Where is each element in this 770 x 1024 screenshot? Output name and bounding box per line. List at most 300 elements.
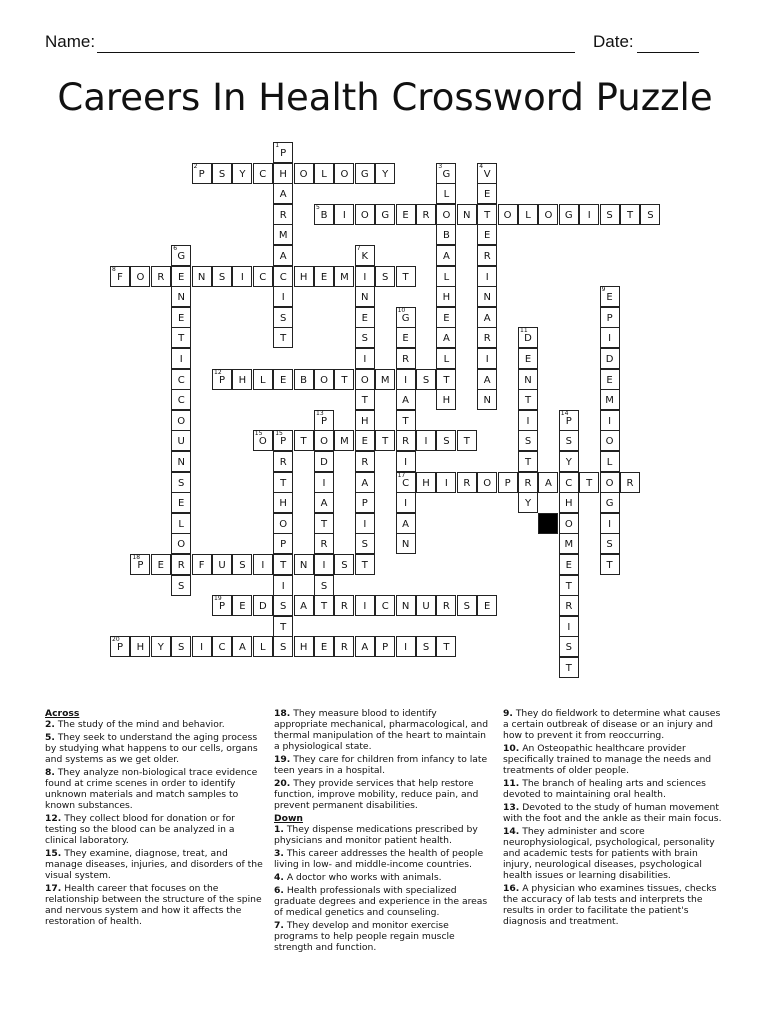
grid-cell (436, 245, 456, 266)
cell-letter: H (442, 395, 451, 407)
grid-cell (600, 554, 620, 575)
cell-letter: E (484, 189, 491, 201)
cell-letter: T (320, 518, 328, 530)
cell-letter: E (565, 560, 572, 571)
grid-cell (436, 595, 456, 616)
cell-letter: M (605, 395, 614, 407)
clues-column-2 (274, 708, 492, 955)
grid-cell (436, 183, 456, 204)
cell-letter: Y (382, 168, 389, 180)
cell-letter: I (322, 477, 326, 489)
grid-cell (273, 307, 293, 328)
grid-cell (600, 369, 620, 390)
cell-letter: N (361, 292, 369, 304)
grid-cell (518, 348, 538, 369)
grid-cell (212, 266, 232, 287)
cell-letter: A (279, 251, 287, 262)
grid-cell (579, 204, 599, 225)
grid-cell (436, 472, 456, 493)
cell-letter: I (240, 271, 244, 283)
grid-cell (334, 163, 354, 184)
cell-letter: U (177, 436, 185, 448)
cell-letter: E (178, 312, 185, 324)
grid-cell (600, 472, 620, 493)
clue-number: 10 (397, 306, 406, 314)
grid-cell (171, 430, 191, 451)
cell-letter: I (404, 457, 408, 468)
cell-letter: U (422, 601, 430, 613)
grid-cell (375, 430, 395, 451)
cell-letter: R (340, 642, 348, 654)
cell-letter: A (238, 642, 246, 654)
cell-letter: I (342, 209, 346, 221)
grid-cell (273, 595, 293, 616)
cell-letter: F (198, 560, 205, 571)
grid-cell (273, 142, 293, 163)
grid-cell (273, 554, 293, 575)
cell-letter: T (178, 333, 185, 345)
clue-item: 5. They seek to understand the aging process by studying what happens to our cells, organs and systems as we get older. (45, 732, 258, 765)
cell-letter: G (442, 168, 451, 180)
cell-letter: U (218, 560, 226, 571)
cell-letter: T (402, 415, 409, 427)
grid-cell (171, 472, 191, 493)
grid-cell (171, 327, 191, 348)
cell-letter: P (280, 539, 287, 551)
clue-number: 14 (560, 409, 569, 417)
clue-number: 6 (173, 245, 178, 252)
grid-cell (355, 307, 375, 328)
cell-letter: N (483, 395, 491, 407)
cell-letter: I (200, 642, 204, 654)
cell-letter: E (606, 374, 613, 386)
cell-letter: R (524, 477, 532, 489)
cell-letter: G (564, 209, 573, 221)
cell-letter: O (299, 168, 308, 180)
cell-letter: E (524, 354, 532, 365)
cell-letter: N (463, 209, 471, 221)
grid-cell (273, 369, 293, 390)
grid-cell (253, 163, 273, 184)
cell-letter: E (484, 230, 491, 242)
grid-cell (314, 595, 334, 616)
grid-cell (518, 327, 538, 348)
clue-number: 5 (316, 203, 320, 211)
grid-cell (130, 636, 150, 657)
grid-cell (314, 163, 334, 184)
clue-number: 13 (316, 409, 324, 417)
cell-letter: R (361, 457, 369, 468)
cell-letter: C (218, 642, 226, 654)
grid-cell (171, 245, 191, 266)
grid-cell (273, 430, 293, 451)
cell-letter: E (320, 642, 328, 654)
clue-item: 7. They develop and monitor exercise programs to help people regain muscle strength and function. (274, 920, 455, 953)
cell-letter: S (239, 560, 246, 571)
grid-cell (314, 472, 334, 493)
grid-cell (477, 204, 497, 225)
grid-cell (559, 410, 579, 431)
grid-cell (294, 595, 314, 616)
grid-cell (253, 266, 273, 287)
clue-number: 17 (397, 471, 406, 479)
cell-letter: I (608, 333, 612, 345)
grid-cell (396, 348, 416, 369)
grid-cell (375, 595, 395, 616)
cell-letter: A (442, 333, 450, 345)
cell-letter: M (380, 374, 390, 386)
grid-cell (396, 327, 416, 348)
grid-cell (600, 451, 620, 472)
clue-number: 18 (132, 554, 141, 561)
grid-cell (559, 451, 579, 472)
cell-letter: P (320, 415, 328, 427)
grid-cell (355, 533, 375, 554)
cell-letter: P (218, 601, 226, 613)
cell-letter: C (565, 477, 573, 489)
cell-letter: D (524, 333, 532, 345)
cell-letter: T (280, 477, 287, 489)
grid-cell (334, 369, 354, 390)
cell-letter: S (382, 271, 389, 283)
grid-cell (314, 533, 334, 554)
cell-letter: O (258, 436, 267, 448)
grid-cell (416, 472, 436, 493)
cell-letter: T (341, 374, 348, 386)
grid-cell (314, 266, 334, 287)
grid-cell (375, 163, 395, 184)
grid-cell (171, 307, 191, 328)
grid-cell (477, 224, 497, 245)
grid-cell (600, 286, 620, 307)
cell-letter: S (280, 312, 287, 324)
cell-letter: R (442, 601, 450, 613)
grid-cell (355, 204, 375, 225)
cell-letter: R (463, 477, 471, 489)
clue-item: 15. They examine, diagnose, treat, and manage diseases, injuries, and disorders of the visual system. (45, 848, 263, 881)
cell-letter: I (363, 354, 367, 365)
cell-letter: S (178, 642, 185, 654)
cell-letter: T (443, 374, 450, 386)
cell-letter: A (300, 601, 308, 613)
grid-cell (273, 163, 293, 184)
cell-letter: C (177, 374, 185, 386)
cell-letter: P (198, 168, 205, 180)
grid-cell (171, 369, 191, 390)
grid-cell (600, 410, 620, 431)
cell-letter: T (402, 271, 409, 283)
grid-cell (396, 472, 416, 493)
grid-cell (396, 204, 416, 225)
clue-item: 10. An Osteopathic healthcare provider specifically trained to manage the needs and treatments of older people. (503, 743, 712, 776)
grid-cell (579, 472, 599, 493)
cell-letter: L (443, 271, 450, 283)
cell-letter: L (606, 457, 613, 468)
cell-letter: I (587, 209, 591, 221)
grid-cell (375, 204, 395, 225)
grid-cell (314, 554, 334, 575)
grid-cell (151, 266, 171, 287)
grid-cell (314, 575, 334, 596)
grid-cell (355, 451, 375, 472)
cell-letter: R (402, 354, 410, 365)
grid-cell (151, 636, 171, 657)
grid-cell (294, 430, 314, 451)
grid-cell (436, 348, 456, 369)
cell-letter: T (382, 436, 389, 448)
cell-letter: A (402, 518, 410, 530)
grid-cell (232, 266, 252, 287)
cell-letter: Y (565, 457, 572, 468)
cell-letter: R (565, 601, 573, 613)
cell-letter: E (361, 436, 368, 448)
grid-cell (171, 389, 191, 410)
grid-cell (273, 245, 293, 266)
cell-letter: O (136, 271, 145, 283)
cell-letter: E (361, 312, 368, 324)
cell-letter: P (361, 498, 368, 510)
clue-number: 19 (214, 595, 222, 603)
cell-letter: T (606, 560, 613, 571)
grid-cell (436, 389, 456, 410)
cell-letter: I (404, 374, 408, 386)
grid-cell (273, 492, 293, 513)
clue-number: 12 (214, 368, 222, 376)
cell-letter: I (608, 518, 612, 530)
grid-cell (559, 472, 579, 493)
cell-letter: T (626, 209, 634, 221)
clue-number: 3 (438, 162, 443, 170)
grid-cell (396, 533, 416, 554)
cell-letter: R (177, 560, 185, 571)
grid-cell (273, 575, 293, 596)
grid-cell (620, 472, 640, 493)
cell-letter: H (299, 271, 308, 283)
grid-cell (518, 430, 538, 451)
cell-letter: A (320, 498, 328, 510)
grid-cell (212, 636, 232, 657)
grid-cell (396, 389, 416, 410)
cell-letter: A (361, 642, 369, 654)
grid-cell (436, 163, 456, 184)
cell-letter: I (485, 354, 489, 365)
cell-letter: G (360, 168, 369, 180)
grid-cell (416, 430, 436, 451)
cell-letter: H (279, 498, 287, 510)
grid-cell (171, 554, 191, 575)
cell-letter: C (259, 271, 267, 283)
grid-cell (355, 389, 375, 410)
grid-cell (396, 410, 416, 431)
cell-letter: N (524, 374, 532, 386)
grid-cell (253, 369, 273, 390)
cell-letter: I (424, 436, 428, 448)
cell-letter: A (361, 477, 369, 489)
cell-letter: I (261, 560, 265, 571)
grid-cell (273, 286, 293, 307)
grid-cell (457, 472, 477, 493)
cell-letter: S (565, 436, 572, 448)
grid-cell (477, 369, 497, 390)
cell-letter: S (647, 209, 654, 221)
cell-letter: S (178, 580, 185, 592)
cell-letter: I (526, 415, 530, 427)
grid-cell (436, 636, 456, 657)
cell-letter: A (442, 251, 450, 262)
grid-cell (600, 513, 620, 534)
clue-item: 13. Devoted to the study of human movement with the foot and the ankle as their main focus. (503, 802, 722, 824)
grid-cell (171, 575, 191, 596)
grid-cell (457, 204, 477, 225)
grid-cell (559, 533, 579, 554)
grid-cell (171, 513, 191, 534)
cell-letter: O (177, 539, 186, 551)
clue-number: 20 (112, 636, 120, 644)
grid-cell (294, 163, 314, 184)
grid-cell (355, 245, 375, 266)
grid-cell (314, 492, 334, 513)
grid-cell (559, 204, 579, 225)
clue-item: 18. They measure blood to identify appropriate mechanical, pharmacological, and thermal manipulation of the heart to maintain a physiological state. (274, 708, 489, 752)
clue-item: 14. They administer and score neurophysiological, psychological, personality and academic tests for patients with brain injury, neurological diseases, psychological health issues or learning disabilities. (503, 826, 715, 881)
grid-cell (171, 286, 191, 307)
cell-letter: L (443, 189, 450, 201)
cell-letter: C (402, 477, 410, 489)
cell-letter: I (404, 642, 408, 654)
clue-item: 11. The branch of healing arts and sciences devoted to maintaining oral health. (503, 778, 706, 800)
grid-cell (294, 554, 314, 575)
cell-letter: R (320, 539, 328, 551)
grid-cell (355, 286, 375, 307)
cell-letter: N (299, 560, 308, 571)
cell-letter: S (218, 168, 226, 180)
grid-cell (355, 554, 375, 575)
grid-cell (396, 636, 416, 657)
grid-cell (253, 636, 273, 657)
cell-letter: C (177, 395, 185, 407)
cell-letter: E (157, 560, 164, 571)
clue-item: 20. They provide services that help restore function, improve mobility, reduce pain, and prevent permanent disabilities. (274, 778, 479, 811)
grid-cell (314, 513, 334, 534)
cell-letter: H (422, 477, 430, 489)
cell-letter: H (136, 642, 145, 654)
grid-cell (416, 369, 436, 390)
cell-letter: S (606, 539, 613, 551)
cell-letter: E (484, 601, 491, 613)
cell-letter: L (525, 209, 531, 221)
grid-cell (334, 266, 354, 287)
cell-letter: A (483, 312, 491, 324)
cell-letter: O (503, 209, 512, 221)
cell-letter: T (300, 436, 307, 448)
clue-number: 11 (520, 327, 528, 335)
grid-cell (396, 369, 416, 390)
grid-cell (559, 513, 579, 534)
grid-cell (538, 204, 558, 225)
grid-cell (396, 513, 416, 534)
grid-cell (253, 595, 273, 616)
grid-cell (436, 369, 456, 390)
cell-letter: T (565, 663, 572, 674)
grid-cell (294, 369, 314, 390)
cell-letter: I (404, 498, 408, 510)
clue-number: 1 (275, 142, 280, 149)
clues-column-1 (45, 708, 267, 929)
clue-item: 17. Health career that focuses on the relationship between the structure of the spine and nervous system and how it affects the restoration of health. (45, 883, 262, 927)
cell-letter: E (178, 271, 185, 283)
clue-number: 9 (601, 286, 606, 294)
cell-letter: A (402, 395, 410, 407)
grid-cell (355, 636, 375, 657)
grid-cell (559, 636, 579, 657)
cell-letter: T (443, 642, 450, 654)
cell-letter: R (483, 333, 491, 345)
cell-letter: R (157, 271, 165, 283)
grid-cell (600, 327, 620, 348)
grid-cell (457, 595, 477, 616)
grid-cell (273, 533, 293, 554)
grid-cell (273, 183, 293, 204)
grid-cell (477, 245, 497, 266)
grid-cell (518, 204, 538, 225)
cell-letter: M (564, 539, 574, 551)
grid-cell (334, 554, 354, 575)
cell-letter: R (279, 457, 287, 468)
grid-cell (600, 389, 620, 410)
grid-cell (273, 327, 293, 348)
grid-cell (294, 266, 314, 287)
clue-number: 2 (193, 162, 198, 170)
grid-cell (559, 430, 579, 451)
cell-letter: M (340, 271, 349, 283)
cell-letter: N (197, 271, 206, 283)
grid-cell (334, 636, 354, 657)
cell-letter: S (280, 601, 287, 613)
cell-letter: K (361, 251, 369, 262)
grid-cell (130, 266, 150, 287)
cell-letter: S (606, 209, 613, 221)
grid-cell (314, 636, 334, 657)
grid-cell (273, 616, 293, 637)
cell-letter: E (280, 374, 287, 386)
cell-letter: P (382, 642, 389, 654)
cell-letter: S (443, 436, 450, 448)
grid-cell (273, 451, 293, 472)
grid-cell (273, 472, 293, 493)
cell-letter: T (586, 477, 593, 489)
grid-cell (518, 410, 538, 431)
clue-number: 15 (254, 430, 263, 438)
across-heading: Across (45, 708, 80, 719)
cell-letter: O (340, 168, 349, 180)
grid-cell (600, 307, 620, 328)
grid-cell (477, 266, 497, 287)
grid-cell (559, 492, 579, 513)
cell-letter: S (218, 271, 226, 283)
grid-cell (355, 513, 375, 534)
grid-cell (498, 204, 518, 225)
grid-cell (477, 286, 497, 307)
clue-item: 19. They care for children from infancy to late teen years in a hospital. (274, 754, 488, 776)
clue-item: 12. They collect blood for donation or for testing so the blood can be analyzed in a clinical laboratory. (45, 813, 235, 846)
clue-item: 8. They analyze non-biological trace evidence found at crime scenes in order to identify unknown materials and match samples to known substances. (45, 767, 258, 811)
grid-cell (212, 163, 232, 184)
cell-letter: B (442, 230, 450, 242)
grid-cell (314, 451, 334, 472)
cell-letter: H (279, 168, 287, 180)
grid-cell (396, 492, 416, 513)
cell-letter: P (565, 415, 572, 427)
